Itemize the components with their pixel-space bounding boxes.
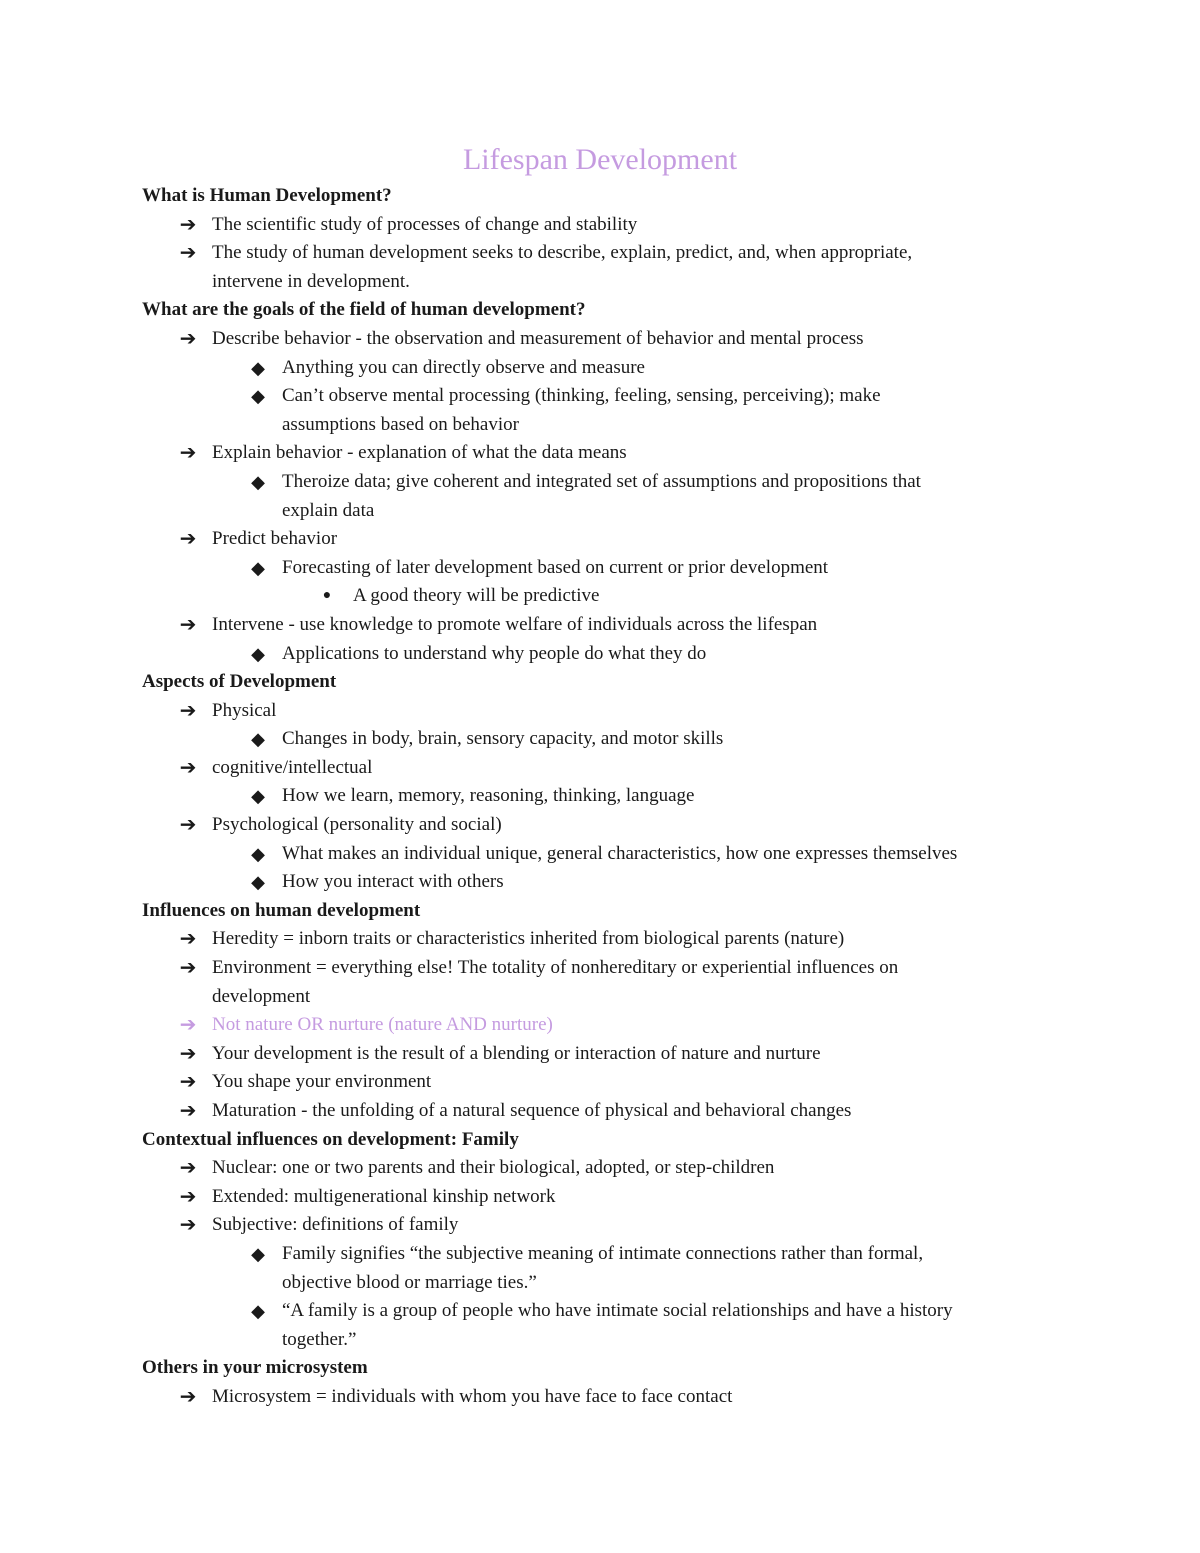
- notes-body: [142, 182, 1102, 1412]
- arrow-bullet-icon: ➔: [179, 442, 197, 465]
- diamond-bullet-icon: ◆: [251, 643, 265, 664]
- sub-bullet-item: [142, 382, 1102, 411]
- line-text: Your development is the result of a blending or interaction of nature and nurture: [212, 1042, 821, 1064]
- arrow-bullet-icon: ➔: [179, 1042, 197, 1065]
- line-text: Describe behavior - the observation and measurement of behavior and mental process: [212, 327, 864, 349]
- bullet-item: [142, 1183, 1102, 1212]
- bullet-item: [142, 1211, 1102, 1240]
- sub-bullet-item: [142, 354, 1102, 383]
- sub-sub-bullet-item: [142, 582, 1102, 611]
- sub-bullet-item: [142, 840, 1102, 869]
- line-text: What is Human Development?: [142, 185, 392, 206]
- line-text: Contextual influences on development: Family: [142, 1128, 519, 1150]
- line-text: cognitive/intellectual: [212, 756, 373, 778]
- line-text: What are the goals of the field of human development?: [142, 299, 586, 321]
- arrow-bullet-icon: ➔: [179, 957, 197, 980]
- line-text: “A family is a group of people who have intimate social relationships and have a history: [282, 1300, 953, 1322]
- arrow-bullet-icon: ➔: [179, 699, 197, 722]
- diamond-bullet-icon: ◆: [251, 386, 265, 407]
- line-text: How we learn, memory, reasoning, thinking, language: [282, 785, 695, 807]
- arrow-bullet-icon: ➔: [179, 1385, 197, 1408]
- arrow-bullet-icon: ➔: [179, 928, 197, 951]
- sub-bullet-continuation: [142, 1269, 1102, 1298]
- diamond-bullet-icon: ◆: [251, 843, 265, 864]
- bullet-item: [142, 925, 1102, 954]
- sub-bullet-item: [142, 868, 1102, 897]
- line-text: Influences on human development: [142, 899, 421, 921]
- line-text: intervene in development.: [212, 270, 410, 292]
- line-text: Anything you can directly observe and measure: [282, 356, 645, 378]
- bullet-item: [142, 954, 1102, 983]
- diamond-bullet-icon: ◆: [251, 1243, 265, 1264]
- line-text: Can’t observe mental processing (thinking, feeling, sensing, perceiving); make: [282, 385, 881, 407]
- bullet-item: [142, 525, 1102, 554]
- bullet-item: [142, 1068, 1102, 1097]
- section-heading: [142, 1126, 1102, 1155]
- bullet-continuation: [142, 268, 1102, 297]
- diamond-bullet-icon: ◆: [251, 729, 265, 750]
- arrow-bullet-icon: ➔: [179, 213, 197, 236]
- diamond-bullet-icon: ◆: [251, 1301, 265, 1322]
- diamond-bullet-icon: ◆: [251, 786, 265, 807]
- sub-bullet-continuation: [142, 497, 1102, 526]
- section-heading: [142, 1354, 1102, 1383]
- line-text: Microsystem = individuals with whom you have face to face contact: [212, 1385, 733, 1407]
- line-text: Family signifies “the subjective meaning of intimate connections rather than formal,: [282, 1242, 924, 1264]
- bullet-item: [142, 811, 1102, 840]
- line-text: Explain behavior - explanation of what the data means: [212, 442, 627, 464]
- arrow-bullet-icon: ➔: [179, 327, 197, 350]
- bullet-item: [142, 1097, 1102, 1126]
- line-text: Predict behavior: [212, 528, 338, 550]
- section-heading: [142, 668, 1102, 697]
- arrow-bullet-icon: ➔: [179, 1157, 197, 1180]
- line-text: Maturation - the unfolding of a natural sequence of physical and behavioral changes: [212, 1100, 852, 1121]
- line-text: A good theory will be predictive: [353, 585, 600, 607]
- bullet-item: [142, 239, 1102, 268]
- line-text: assumptions based on behavior: [282, 413, 519, 435]
- line-text: objective blood or marriage ties.”: [282, 1271, 537, 1293]
- line-text: The scientific study of processes of change and stability: [212, 213, 638, 235]
- bullet-item: [142, 439, 1102, 468]
- arrow-bullet-icon: ➔: [179, 1100, 197, 1122]
- arrow-bullet-icon: ➔: [179, 242, 197, 265]
- line-text: explain data: [282, 499, 375, 521]
- bullet-item: [142, 1011, 1102, 1040]
- arrow-bullet-icon: ➔: [179, 1185, 197, 1208]
- line-text: Aspects of Development: [142, 671, 337, 693]
- line-text: Subjective: definitions of family: [212, 1214, 459, 1236]
- line-text: development: [212, 985, 311, 1007]
- sub-bullet-item: [142, 782, 1102, 811]
- line-text: Theroize data; give coherent and integrated set of assumptions and propositions that: [282, 470, 921, 492]
- line-text: Heredity = inborn traits or characteristics inherited from biological parents (nature): [212, 928, 845, 950]
- diamond-bullet-icon: ◆: [251, 471, 265, 492]
- bullet-item: [142, 697, 1102, 726]
- line-text: together.”: [282, 1328, 357, 1350]
- diamond-bullet-icon: ◆: [251, 557, 265, 578]
- bullet-item: [142, 325, 1102, 354]
- sub-bullet-continuation: [142, 411, 1102, 440]
- line-text: You shape your environment: [212, 1071, 432, 1093]
- bullet-item: [142, 754, 1102, 783]
- bullet-item: [142, 1154, 1102, 1183]
- bullet-item: [142, 1383, 1102, 1412]
- dot-bullet-icon: ●: [322, 588, 332, 604]
- line-text: Forecasting of later development based on current or prior development: [282, 556, 829, 578]
- section-heading: [142, 182, 1102, 211]
- arrow-bullet-icon: ➔: [179, 1014, 197, 1037]
- diamond-bullet-icon: ◆: [251, 357, 265, 378]
- line-text: Physical: [212, 699, 277, 721]
- sub-bullet-item: [142, 554, 1102, 583]
- line-text: Not nature OR nurture (nature AND nurture): [212, 1014, 553, 1036]
- sub-bullet-item: [142, 640, 1102, 669]
- sub-bullet-item: [142, 725, 1102, 754]
- line-text: Environment = everything else! The totality of nonhereditary or experiential influences on: [212, 957, 899, 979]
- line-text: How you interact with others: [282, 871, 504, 893]
- bullet-continuation: [142, 983, 1102, 1012]
- line-text: Nuclear: one or two parents and their biological, adopted, or step-children: [212, 1157, 775, 1179]
- line-text: Psychological (personality and social): [212, 814, 502, 836]
- line-text: Others in your microsystem: [142, 1357, 368, 1379]
- arrow-bullet-icon: ➔: [179, 613, 197, 636]
- line-text: What makes an individual unique, general characteristics, how one expresses themselves: [282, 842, 958, 864]
- bullet-item: [142, 211, 1102, 240]
- sub-bullet-continuation: [142, 1326, 1102, 1355]
- line-text: The study of human development seeks to describe, explain, predict, and, when appropriate,: [212, 242, 913, 264]
- line-text: Applications to understand why people do what they do: [282, 642, 707, 664]
- line-text: Changes in body, brain, sensory capacity, and motor skills: [282, 728, 724, 750]
- diamond-bullet-icon: ◆: [251, 872, 265, 893]
- section-heading: [142, 897, 1102, 926]
- arrow-bullet-icon: ➔: [179, 1071, 197, 1094]
- line-text: Intervene - use knowledge to promote welfare of individuals across the lifespan: [212, 613, 818, 635]
- section-heading: [142, 296, 1102, 325]
- arrow-bullet-icon: ➔: [179, 756, 197, 779]
- sub-bullet-item: [142, 1297, 1102, 1326]
- arrow-bullet-icon: ➔: [179, 1214, 197, 1237]
- arrow-bullet-icon: ➔: [179, 814, 197, 837]
- bullet-item: [142, 611, 1102, 640]
- arrow-bullet-icon: ➔: [179, 528, 197, 551]
- page-title: Lifespan Development: [462, 143, 738, 176]
- sub-bullet-item: [142, 1240, 1102, 1269]
- line-text: Extended: multigenerational kinship network: [212, 1185, 556, 1207]
- bullet-item: [142, 1040, 1102, 1069]
- sub-bullet-item: [142, 468, 1102, 497]
